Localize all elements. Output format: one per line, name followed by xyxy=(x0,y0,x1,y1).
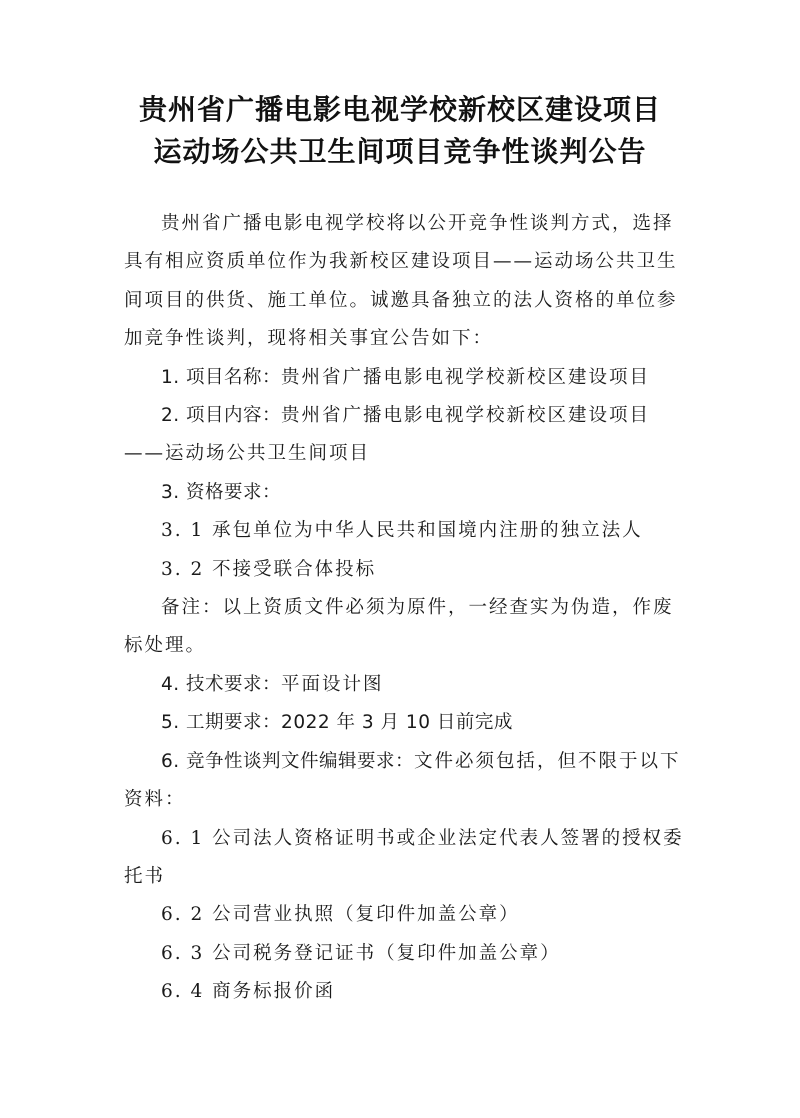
document-title-line-1: 贵州省广播电影电视学校新校区建设项目 xyxy=(138,93,661,126)
qualification-sub-1: 3. 1 承包单位为中华人民共和国境内注册的独立法人 xyxy=(161,520,643,542)
item-value: 贵州省广播电影电视学校新校区建设项目——运动场公共卫生间项目 xyxy=(124,405,651,465)
item-qualification xyxy=(124,474,684,512)
item-docs xyxy=(124,743,684,820)
item-label: 6. 竞争性谈判文件编辑要求： xyxy=(161,750,415,772)
docs-sub-1: 6. 1 公司法人资格证明书或企业法定代表人签署的授权委托书 xyxy=(124,827,684,887)
item-label: 4. 技术要求： xyxy=(161,673,282,695)
qualification-note: 备注：以上资质文件必须为原件，一经查实为伪造，作废标处理。 xyxy=(124,597,674,657)
item-value: 贵州省广播电影电视学校新校区建设项目 xyxy=(281,366,651,388)
item-label: 1. 项目名称： xyxy=(161,366,282,388)
docs-sub-3: 6. 3 公司税务登记证书（复印件加盖公章） xyxy=(161,942,561,964)
document-title-line-2: 运动场公共卫生间项目竞争性谈判公告 xyxy=(153,135,647,168)
item-project-name xyxy=(124,359,684,397)
item-label: 3. 资格要求： xyxy=(161,481,282,503)
item-schedule xyxy=(124,704,684,742)
item-label: 5. 工期要求： xyxy=(161,712,282,734)
item-project-content xyxy=(124,397,684,474)
item-technical xyxy=(124,666,684,704)
intro-paragraph: 贵州省广播电影电视学校将以公开竞争性谈判方式，选择具有相应资质单位作为我新校区建设项目——运动场公共卫生间项目的供货、施工单位。诚邀具备独立的法人资格的单位参加竞争性谈判，现将相关事宜公告如下： xyxy=(124,213,678,350)
item-value: 2022 年 3 月 10 日前完成 xyxy=(281,712,513,734)
docs-sub-4: 6. 4 商务标报价函 xyxy=(161,981,336,1003)
docs-sub-2: 6. 2 公司营业执照（复印件加盖公章） xyxy=(161,904,520,926)
item-label: 2. 项目内容： xyxy=(161,405,282,427)
qualification-sub-2: 3. 2 不接受联合体投标 xyxy=(161,558,377,580)
document-body xyxy=(124,205,684,1012)
item-value: 文件必须包括，但不限于以下资料： xyxy=(124,750,681,811)
item-value: 平面设计图 xyxy=(281,673,384,695)
